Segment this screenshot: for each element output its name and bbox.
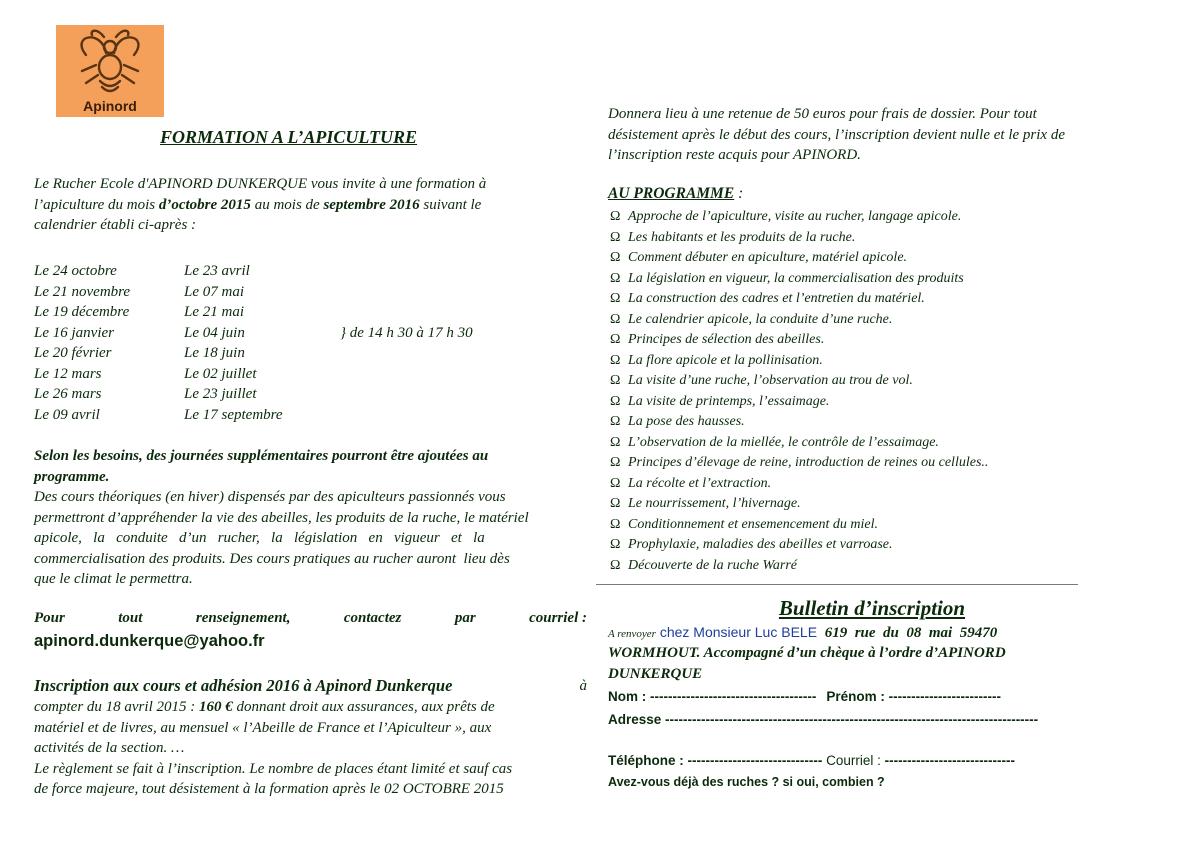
date-item: Le 18 juin — [184, 345, 245, 361]
contact-email[interactable]: apinord.dunkerque@yahoo.fr — [34, 632, 265, 650]
nom-field[interactable]: Nom : ------------------------------------- Prénom : ------------------------- — [608, 689, 1001, 704]
contact-line — [34, 610, 587, 627]
prenom-field[interactable]: Prénom : ------------------------- — [826, 689, 1001, 704]
bulletin-title: Bulletin d’inscription — [778, 596, 966, 620]
omega-bullet-icon: Ω — [610, 537, 621, 552]
date-item: Le 26 mars — [34, 386, 102, 402]
inscription-line: de force majeure, tout désistement à la formation après le 02 OCTOBRE 2015 — [34, 781, 504, 797]
list-item: Ω Principes de sélection des abeilles. — [610, 330, 1090, 351]
list-item: Ω Comment débuter en apiculture, matériel apicole. — [610, 248, 1090, 269]
date-item: Le 20 février — [34, 345, 112, 361]
besoins-line: commercialisation des produits. Des cours pratiques au rucher auront lieu dès — [34, 550, 510, 567]
inscription-line: compter du 18 avril 2015 : 160 € donnant droit aux assurances, aux prêts de — [34, 699, 495, 715]
contact-word: tout — [118, 610, 143, 626]
date-item: Le 17 septembre — [184, 406, 283, 423]
date-item: Le 04 juin — [184, 324, 245, 341]
date-item: Le 09 avril — [34, 406, 100, 423]
date-item: Le 12 mars — [34, 365, 102, 382]
inscription-line: Le règlement se fait à l’inscription. Le nombre de places étant limité et sauf cas — [34, 760, 513, 777]
date-item: Le 19 décembre — [34, 304, 130, 320]
list-item: Ω La récolte et l’extraction. — [610, 474, 1090, 495]
contact-word: courriel : — [529, 610, 587, 626]
course-hours: } de 14 h 30 à 17 h 30 — [340, 324, 473, 341]
courriel-field[interactable]: ----------------------------- — [884, 753, 1016, 768]
inscription-heading: Inscription aux cours et adhésion 2016 à Apinord Dunkerque — [34, 676, 453, 695]
dates-column-2 — [184, 261, 283, 425]
list-item: Ω La construction des cadres et l’entretien du matériel. — [610, 289, 1090, 310]
omega-bullet-icon: Ω — [610, 270, 621, 286]
courriel-label: Courriel : — [822, 753, 885, 768]
omega-bullet-icon: Ω — [610, 352, 621, 368]
page-title: FORMATION A L’APICULTURE — [160, 127, 418, 147]
bulletin-line-3: DUNKERQUE — [608, 666, 703, 682]
desistement-line: Donnera lieu à une retenue de 50 euros pour frais de dossier. Pour tout — [608, 106, 1037, 122]
date-item: Le 23 avril — [184, 263, 250, 279]
list-item: Ω Principes d’élevage de reine, introduction de reines ou cellules.. — [610, 453, 1090, 474]
desistement-line: désistement après le début des cours, l’inscription devient nulle et le prix de — [608, 126, 1065, 143]
apinord-logo — [56, 25, 164, 117]
contact-word: par — [454, 610, 476, 626]
telephone-field[interactable]: Téléphone : ------------------------------ Courriel : ----------------------------- — [608, 753, 1016, 768]
list-item: Ω Prophylaxie, maladies des abeilles et varroase. — [610, 535, 1090, 556]
omega-bullet-icon: Ω — [610, 496, 621, 511]
omega-bullet-icon: Ω — [610, 250, 621, 265]
besoins-line: apicole, la conduite d’un rucher, la législation en vigueur et la — [34, 530, 485, 546]
adresse-field[interactable]: Adresse ----------------------------------------------------------------------------------- — [608, 712, 1039, 727]
contact-word: renseignement, — [195, 610, 291, 626]
omega-bullet-icon: Ω — [610, 516, 621, 532]
list-item: Ω Conditionnement et ensemencement du miel. — [610, 515, 1090, 536]
list-item: Ω La visite de printemps, l’essaimage. — [610, 392, 1090, 413]
omega-bullet-icon: Ω — [610, 291, 621, 306]
inscription-paragraph — [34, 675, 587, 800]
omega-bullet-icon: Ω — [610, 209, 621, 224]
list-item: Ω Découverte de la ruche Warré — [610, 556, 1090, 577]
omega-bullet-icon: Ω — [610, 557, 621, 573]
date-item: Le 16 janvier — [34, 324, 114, 341]
omega-bullet-icon: Ω — [610, 414, 621, 429]
bulletin-address-line: A renvoyer chez Monsieur Luc BELE 619 rue du 08 mai 59470 — [608, 624, 998, 641]
omega-bullet-icon: Ω — [610, 332, 621, 347]
omega-bullet-icon: Ω — [610, 455, 621, 470]
inscription-line: activités de la section. … — [34, 740, 185, 756]
list-item: Ω Le nourrissement, l’hivernage. — [610, 494, 1090, 515]
inscription-line: matériel et de livres, au mensuel « l’Abeille de France et l’Apiculteur », aux — [34, 719, 492, 736]
date-item: Le 21 novembre — [34, 283, 131, 300]
dates-column-1 — [34, 261, 130, 425]
besoins-line: que le climat le permettra. — [34, 571, 193, 587]
besoins-line: Des cours théoriques (en hiver) dispensés par des apiculteurs passionnés vous — [34, 489, 506, 505]
date-item: Le 07 mai — [184, 283, 244, 300]
besoins-line: permettront d’appréhender la vie des abeilles, les produits de la ruche, le matériel — [34, 509, 529, 526]
list-item: Ω La visite d’une ruche, l’observation au trou de vol. — [610, 371, 1090, 392]
intro-line-1: Le Rucher Ecole d'APINORD DUNKERQUE vous invite à une formation à — [34, 176, 487, 192]
contact-word: contactez — [343, 610, 402, 626]
omega-bullet-icon: Ω — [610, 373, 621, 388]
list-item: Ω Approche de l’apiculture, visite au rucher, langage apicole. — [610, 207, 1090, 228]
desistement-line: l’inscription reste acquis pour APINORD. — [608, 147, 861, 163]
date-item: Le 24 octobre — [34, 263, 117, 279]
programme-heading: AU PROGRAMME : — [608, 185, 744, 202]
list-item: Ω La flore apicole et la pollinisation. — [610, 351, 1090, 372]
date-item: Le 02 juillet — [184, 365, 257, 382]
besoins-bold-line: programme. — [34, 468, 110, 485]
inscription-heading-tail: à — [579, 678, 587, 694]
ruches-question: Avez-vous déjà des ruches ? si oui, combien ? — [608, 775, 885, 789]
list-item: Ω Les habitants et les produits de la ruche. — [610, 228, 1090, 249]
logo-brand-text: Apinord — [83, 98, 137, 114]
omega-bullet-icon: Ω — [610, 393, 621, 409]
bulletin-line-2: WORMHOUT. Accompagné d’un chèque à l’ordre d’APINORD — [608, 645, 1006, 661]
list-item: Ω La pose des hausses. — [610, 412, 1090, 433]
omega-bullet-icon: Ω — [610, 475, 621, 491]
inscription-heading-line — [34, 675, 587, 697]
besoins-bold-line: Selon les besoins, des journées supplémentaires pourront être ajoutées au — [34, 448, 489, 464]
contact-word: Pour — [34, 610, 65, 626]
list-item: Ω Le calendrier apicole, la conduite d’une ruche. — [610, 310, 1090, 331]
desistement-paragraph — [608, 104, 1138, 166]
intro-line-3: calendrier établi ci-après : — [34, 217, 197, 233]
programme-list — [610, 207, 1090, 576]
intro-paragraph — [34, 174, 587, 236]
date-item: Le 23 juillet — [184, 386, 257, 402]
date-item: Le 21 mai — [184, 304, 244, 320]
omega-bullet-icon: Ω — [610, 434, 621, 450]
omega-bullet-icon: Ω — [610, 229, 621, 245]
besoins-paragraph — [34, 446, 587, 590]
intro-line-2: l’apiculture du mois d’octobre 2015 au mois de septembre 2016 suivant le — [34, 196, 482, 213]
list-item: Ω L’observation de la miellée, le contrôle de l’essaimage. — [610, 433, 1090, 454]
omega-bullet-icon: Ω — [610, 311, 621, 327]
section-divider — [596, 584, 1078, 585]
list-item: Ω La législation en vigueur, la commercialisation des produits — [610, 269, 1090, 290]
